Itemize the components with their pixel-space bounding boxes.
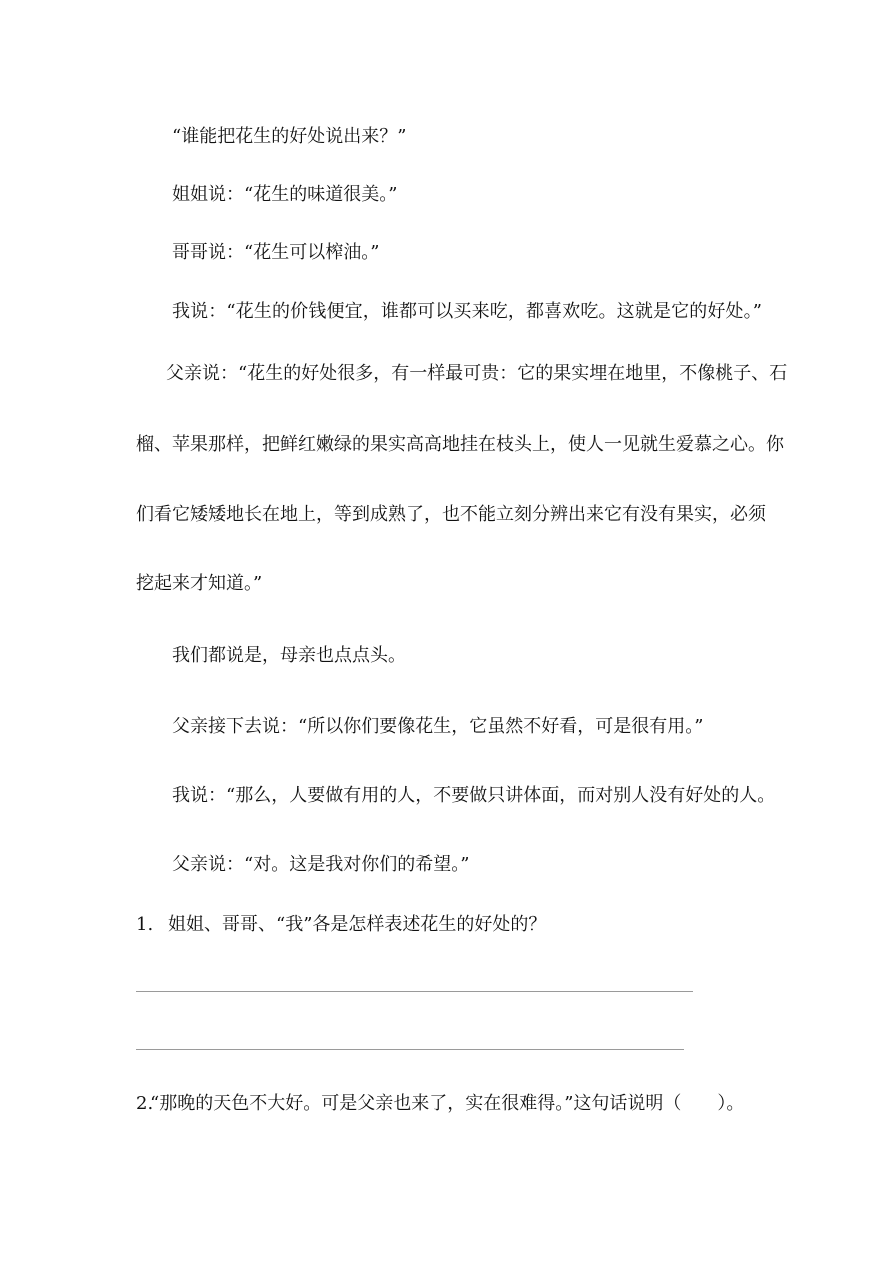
paragraph-father-line-1: 父亲说：“花生的好处很多，有一样最可贵：它的果实埋在地里，不像桃子、石 [166,363,788,384]
paragraph-father-line-2: 榴、苹果那样，把鲜红嫩绿的果实高高地挂在枝头上，使人一见就生爱慕之心。你 [136,434,784,455]
paragraph-sister: 姐姐说：“花生的味道很美。” [172,184,398,205]
paragraph-father-hope: 父亲说：“对。这是我对你们的希望。” [172,854,470,875]
question-text: 姐姐、哥哥、“我”各是怎样表述花生的好处的？ [168,914,547,935]
question-number: 2. [136,1093,154,1114]
question-number: 1. [136,914,154,935]
paragraph-father-line-4: 挖起来才知道。” [136,573,263,594]
answer-line-1[interactable] [136,991,693,992]
paragraph-all-agree: 我们都说是，母亲也点点头。 [172,645,406,666]
paragraph-question: “谁能把花生的好处说出来？” [172,126,407,147]
paragraph-me: 我说：“花生的价钱便宜，谁都可以买来吃，都喜欢吃。这就是它的好处。” [172,301,762,322]
paragraph-me-reply: 我说：“那么，人要做有用的人，不要做只讲体面，而对别人没有好处的人。 [172,785,776,806]
question-text: “那晚的天色不大好。可是父亲也来了，实在很难得。”这句话说明（ ）。 [150,1093,745,1114]
paragraph-father-line-3: 们看它矮矮地长在地上，等到成熟了，也不能立刻分辨出来它有没有果实，必须 [136,504,766,525]
paragraph-father-continue: 父亲接下去说：“所以你们要像花生，它虽然不好看，可是很有用。” [172,716,704,737]
paragraph-brother: 哥哥说：“花生可以榨油。” [172,242,380,263]
answer-line-2[interactable] [136,1049,684,1050]
